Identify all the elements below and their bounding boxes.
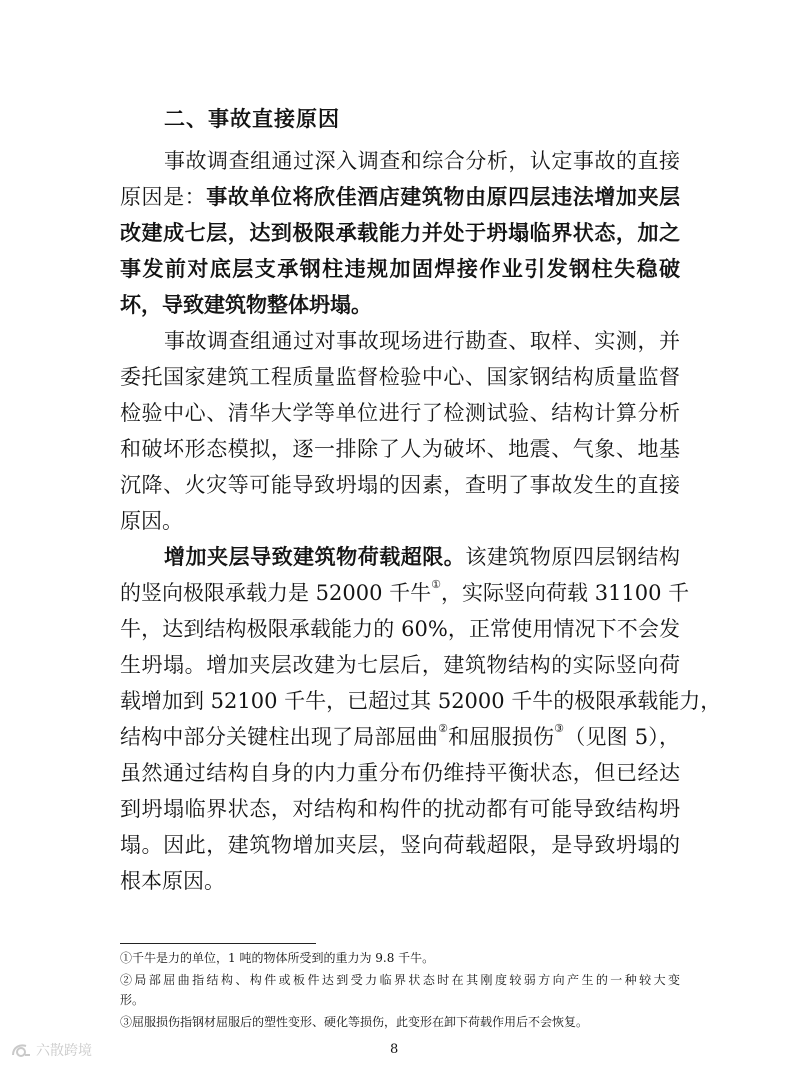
paragraph-2-line-1: 事故调查组通过对事故现场进行勘查、取样、实测，并 <box>164 329 680 353</box>
paragraph-2-line-4: 和破坏形态模拟，逐一排除了人为破坏、地震、气象、地基 <box>120 437 680 461</box>
paragraph-3-line-1 <box>164 543 680 571</box>
paragraph-1-line-4: 事发前对底层支承钢柱违规加固焊接作业引发钢柱失稳破 <box>120 257 680 281</box>
footnote-1: ①千牛是力的单位，1 吨的物体所受到的重力为 9.8 千牛。 <box>120 951 435 965</box>
paragraph-1-line-2 <box>120 183 680 211</box>
section-heading: 二、事故直接原因 <box>164 107 340 131</box>
watermark-text: 六散跨境 <box>36 1043 92 1059</box>
watermark <box>10 1040 92 1060</box>
paragraph-3-text: 该建筑物原四层钢结构 <box>465 545 681 569</box>
paragraph-3-text: ，实际竖向荷载 31100 千 <box>441 581 690 605</box>
paragraph-2-line-5: 沉降、火灾等可能导致坍塌的因素，查明了事故发生的直接 <box>120 473 680 497</box>
footnote-2-continued: 形。 <box>120 993 145 1007</box>
paragraph-2-line-2: 委托国家建筑工程质量监督检验中心、国家钢结构质量监督 <box>120 365 680 389</box>
paragraph-3-text: 的竖向极限承载力是 52000 千牛 <box>120 581 432 605</box>
paragraph-3-line-6 <box>120 723 680 751</box>
footnote-ref-2: ② <box>438 722 449 735</box>
paragraph-3-text: 和屈服损伤 <box>448 725 555 749</box>
paragraph-3-line-7: 虽然通过结构自身的内力重分布仍维持平衡状态，但已经达 <box>120 761 680 785</box>
paragraph-3-line-9: 塌。因此，建筑物增加夹层，竖向荷载超限，是导致坍塌的 <box>120 833 680 857</box>
paragraph-3-text: （见图 5）， <box>564 725 681 749</box>
paragraph-3-line-3: 牛，达到结构极限承载能力的 60%，正常使用情况下不会发 <box>120 617 680 641</box>
paragraph-1-line-5: 坏，导致建筑物整体坍塌。 <box>120 293 372 317</box>
page-number: 8 <box>390 1042 399 1057</box>
watermark-logo-icon <box>10 1041 32 1059</box>
footnote-divider <box>120 943 316 944</box>
footnote-ref-3: ③ <box>554 722 565 735</box>
paragraph-3-line-8: 到坍塌临界状态，对结构和构件的扰动都有可能导致结构坍 <box>120 797 680 821</box>
paragraph-3-line-10: 根本原因。 <box>120 869 225 893</box>
footnote-2: ②局部屈曲指结构、构件或板件达到受力临界状态时在其刚度较弱方向产生的一种较大变 <box>120 973 680 987</box>
paragraph-1-line-1: 事故调查组通过深入调查和综合分析，认定事故的直接 <box>164 149 680 173</box>
footnote-3: ③屈服损伤指钢材屈服后的塑性变形、硬化等损伤，此变形在卸下荷载作用后不会恢复。 <box>120 1015 589 1029</box>
paragraph-2-line-3: 检验中心、清华大学等单位进行了检测试验、结构计算分析 <box>120 401 680 425</box>
paragraph-3-line-2 <box>120 578 690 607</box>
paragraph-3-text: 结构中部分关键柱出现了局部屈曲 <box>120 725 439 749</box>
paragraph-2-line-6: 原因。 <box>120 509 183 533</box>
paragraph-3-line-4: 生坍塌。增加夹层改建为七层后，建筑物结构的实际竖向荷 <box>120 653 680 677</box>
paragraph-3-line-5: 载增加到 52100 千牛，已超过其 52000 千牛的极限承载能力， <box>120 689 722 713</box>
footnote-ref-1: ① <box>431 578 442 591</box>
paragraph-1-plain: 原因是： <box>120 185 207 209</box>
paragraph-1-bold: 事故单位将欣佳酒店建筑物由原四层违法增加夹层 <box>206 185 681 209</box>
paragraph-1-line-3: 改建成七层，达到极限承载能力并处于坍塌临界状态，加之 <box>120 221 680 245</box>
paragraph-3-lead: 增加夹层导致建筑物荷载超限。 <box>164 545 466 569</box>
